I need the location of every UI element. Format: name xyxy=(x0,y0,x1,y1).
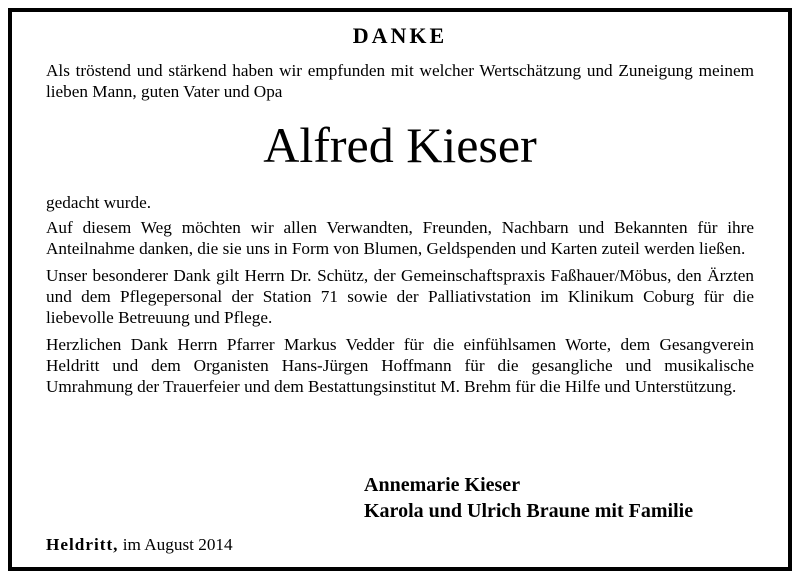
notice-heading: DANKE xyxy=(352,23,448,48)
notice-content xyxy=(46,14,754,554)
place-date-line xyxy=(46,534,233,556)
deceased-name: Alfred Kieser xyxy=(263,117,537,173)
thanks-paragraph-medical: Unser besonderer Dank gilt Herrn Dr. Schütz, der Gemeinschaftspraxis Faßhauer/Möbus, den Ärzten und dem Pflegepersonal der Station 71 sowie der Palliativstation im Klinikum Coburg für die liebevolle Betreuung und Pflege. xyxy=(46,266,754,327)
signature-line: Karola und Ulrich Braune mit Familie xyxy=(364,500,694,522)
signature-line: Annemarie Kieser xyxy=(364,474,521,496)
thanks-paragraph-relatives: Auf diesem Weg möchten wir allen Verwandten, Freunden, Nachbarn und Bekannten für ihre Anteilnahme danken, die sie uns in Form von Blumen, Geldspenden und Karten zuteil werden ließen. xyxy=(46,218,754,258)
date-text: im August 2014 xyxy=(122,535,233,554)
thanks-paragraph-ceremony: Herzlichen Dank Herrn Pfarrer Markus Vedder für die einfühlsamen Worte, dem Gesangverein Heldritt und dem Organisten Hans-Jürgen Hoffmann für die gesangliche und musikalische Umrahmung der Trauerfeier und dem Bestattungsinstitut M. Brehm für die Hilfe und Unterstützung. xyxy=(46,335,754,396)
after-name-text: gedacht wurde. xyxy=(46,193,151,212)
signature-block xyxy=(364,472,693,524)
intro-text: Als tröstend und stärkend haben wir empfunden mit welcher Wertschätzung und Zuneigung meinem lieben Mann, guten Vater und Opa xyxy=(46,61,754,101)
place-name: Heldritt, xyxy=(46,535,119,554)
